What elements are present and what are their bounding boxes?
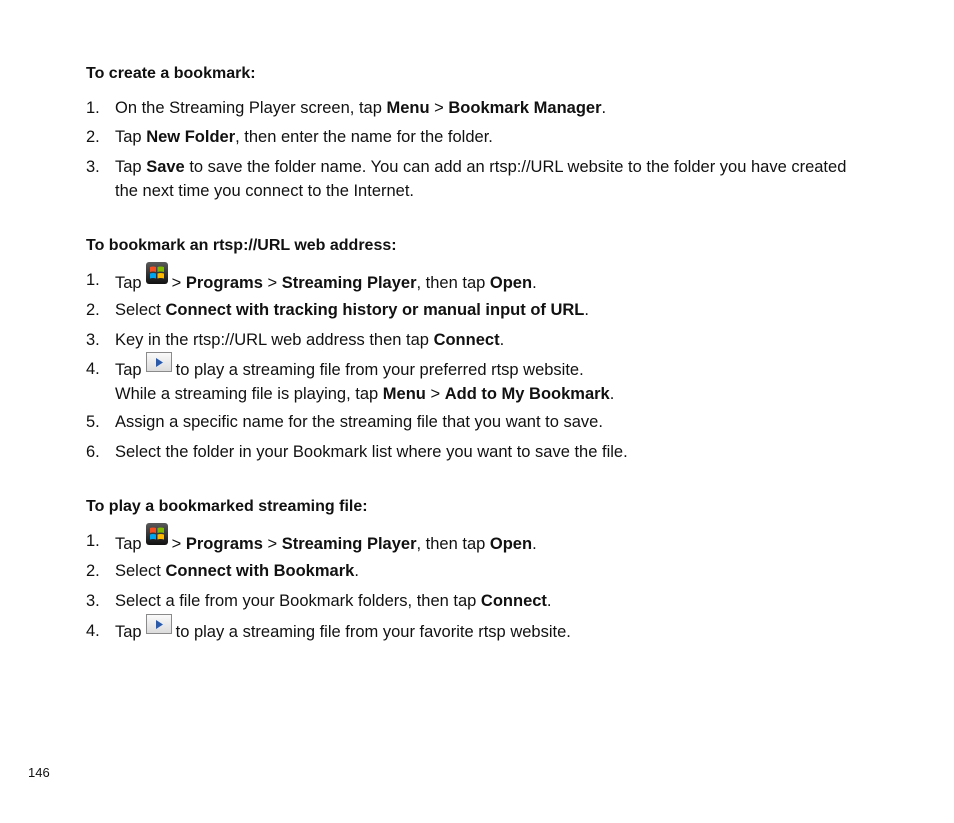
bold-term: Open bbox=[489, 274, 533, 292]
section-heading: To play a bookmarked streaming file: bbox=[86, 498, 368, 515]
step-text-run: On the Streaming Player screen, tap bbox=[115, 99, 387, 117]
step-text-run: . bbox=[584, 301, 589, 319]
section-heading: To create a bookmark: bbox=[86, 65, 256, 82]
step-text-run: > bbox=[262, 274, 282, 292]
bold-term: Connect with Bookmark bbox=[165, 562, 355, 580]
windows-start-icon bbox=[146, 523, 168, 545]
step-number: 1. bbox=[86, 99, 100, 117]
step-text-run: . bbox=[354, 562, 359, 580]
step-line bbox=[115, 410, 885, 434]
bold-term: Streaming Player bbox=[281, 274, 417, 292]
step-line bbox=[115, 298, 885, 322]
step-text-run: Tap bbox=[115, 158, 147, 176]
step-line bbox=[115, 155, 885, 179]
bold-term: Open bbox=[489, 535, 533, 553]
step-text bbox=[115, 440, 885, 464]
step-text-run: > bbox=[171, 274, 186, 292]
step-number: 4. bbox=[86, 360, 100, 378]
step-text-run: Assign a specific name for the streaming file that you want to save. bbox=[115, 413, 603, 431]
bold-term: Streaming Player bbox=[281, 535, 417, 553]
step-text-run: > bbox=[425, 385, 445, 403]
bold-term: Programs bbox=[185, 535, 263, 553]
step-number: 6. bbox=[86, 443, 100, 461]
step-line-continued bbox=[115, 382, 885, 406]
step-text bbox=[115, 268, 885, 295]
bold-term: Connect with tracking history or manual input of URL bbox=[165, 301, 585, 319]
step-text-run: . bbox=[499, 331, 505, 349]
step-number: 3. bbox=[86, 331, 100, 349]
bold-term: New Folder bbox=[146, 128, 236, 146]
step-text-run: Select the folder in your Bookmark list where you want to save the file. bbox=[115, 443, 628, 461]
bold-term: Connect bbox=[480, 592, 547, 610]
step-text-run: Key in the rtsp://URL web address then tap bbox=[115, 331, 434, 349]
step-text-run: to play a streaming file from your favorite rtsp website. bbox=[175, 623, 571, 641]
step-text-run: Tap bbox=[115, 623, 142, 641]
windows-start-icon bbox=[146, 262, 168, 284]
bold-term: Add to My Bookmark bbox=[444, 385, 610, 403]
step-text bbox=[115, 410, 885, 434]
step-text bbox=[115, 529, 885, 556]
step-line bbox=[115, 619, 885, 644]
step-text-run: , then enter the name for the folder. bbox=[235, 128, 493, 146]
step-line-continued: the next time you connect to the Internet. bbox=[115, 182, 415, 200]
step-text bbox=[115, 559, 885, 583]
step-text-run: . bbox=[609, 385, 615, 403]
step-number: 2. bbox=[86, 562, 100, 580]
step-text-run: to save the folder name. You can add an rtsp://URL website to the folder you have created bbox=[184, 158, 847, 176]
bold-term: Programs bbox=[185, 274, 263, 292]
step-text-run: . bbox=[532, 535, 537, 553]
step-line bbox=[115, 96, 885, 120]
step-text-run: While a streaming file is playing, tap bbox=[115, 385, 383, 403]
step-number: 1. bbox=[86, 532, 100, 550]
step-line bbox=[115, 440, 885, 464]
step-number: 1. bbox=[86, 271, 100, 289]
play-button-icon bbox=[146, 614, 172, 634]
step-number: 3. bbox=[86, 158, 100, 176]
step-number: 4. bbox=[86, 622, 100, 640]
bold-term: Menu bbox=[386, 99, 430, 117]
step-text bbox=[115, 298, 885, 322]
play-button-icon bbox=[146, 352, 172, 372]
step-text bbox=[115, 619, 885, 644]
step-line bbox=[115, 357, 885, 382]
step-text-run: Select a file from your Bookmark folders, then tap bbox=[115, 592, 481, 610]
step-text bbox=[115, 328, 885, 352]
page-number: 146 bbox=[28, 765, 50, 780]
step-text-run: Tap bbox=[115, 535, 142, 553]
bold-term: Save bbox=[146, 158, 185, 176]
step-text-run: to play a streaming file from your preferred rtsp website. bbox=[175, 361, 584, 379]
step-line bbox=[115, 328, 885, 352]
step-number: 2. bbox=[86, 301, 100, 319]
step-text-run: . bbox=[532, 274, 537, 292]
step-text-run: Select bbox=[115, 562, 166, 580]
step-text-run: Tap bbox=[115, 361, 142, 379]
bold-term: Connect bbox=[433, 331, 500, 349]
step-text-run: > bbox=[262, 535, 282, 553]
step-line bbox=[115, 559, 885, 583]
step-text-run: , then tap bbox=[416, 274, 490, 292]
step-line bbox=[115, 529, 885, 556]
bold-term: Menu bbox=[382, 385, 426, 403]
step-text bbox=[115, 589, 885, 613]
section-heading: To bookmark an rtsp://URL web address: bbox=[86, 237, 397, 254]
step-text bbox=[115, 96, 885, 120]
step-number: 5. bbox=[86, 413, 100, 431]
step-number: 3. bbox=[86, 592, 100, 610]
step-text-run: Tap bbox=[115, 128, 147, 146]
step-text bbox=[115, 357, 885, 406]
step-number: 2. bbox=[86, 128, 100, 146]
step-text-run: Tap bbox=[115, 274, 142, 292]
step-text-run: > bbox=[429, 99, 449, 117]
step-text-run: , then tap bbox=[416, 535, 490, 553]
step-text-run: . bbox=[546, 592, 552, 610]
step-text-run: > bbox=[171, 535, 186, 553]
step-line bbox=[115, 268, 885, 295]
step-line bbox=[115, 589, 885, 613]
step-text bbox=[115, 155, 885, 203]
step-text bbox=[115, 125, 885, 149]
step-text-run: Select bbox=[115, 301, 166, 319]
bold-term: Bookmark Manager bbox=[448, 99, 602, 117]
step-text-run: . bbox=[601, 99, 607, 117]
step-line bbox=[115, 125, 885, 149]
